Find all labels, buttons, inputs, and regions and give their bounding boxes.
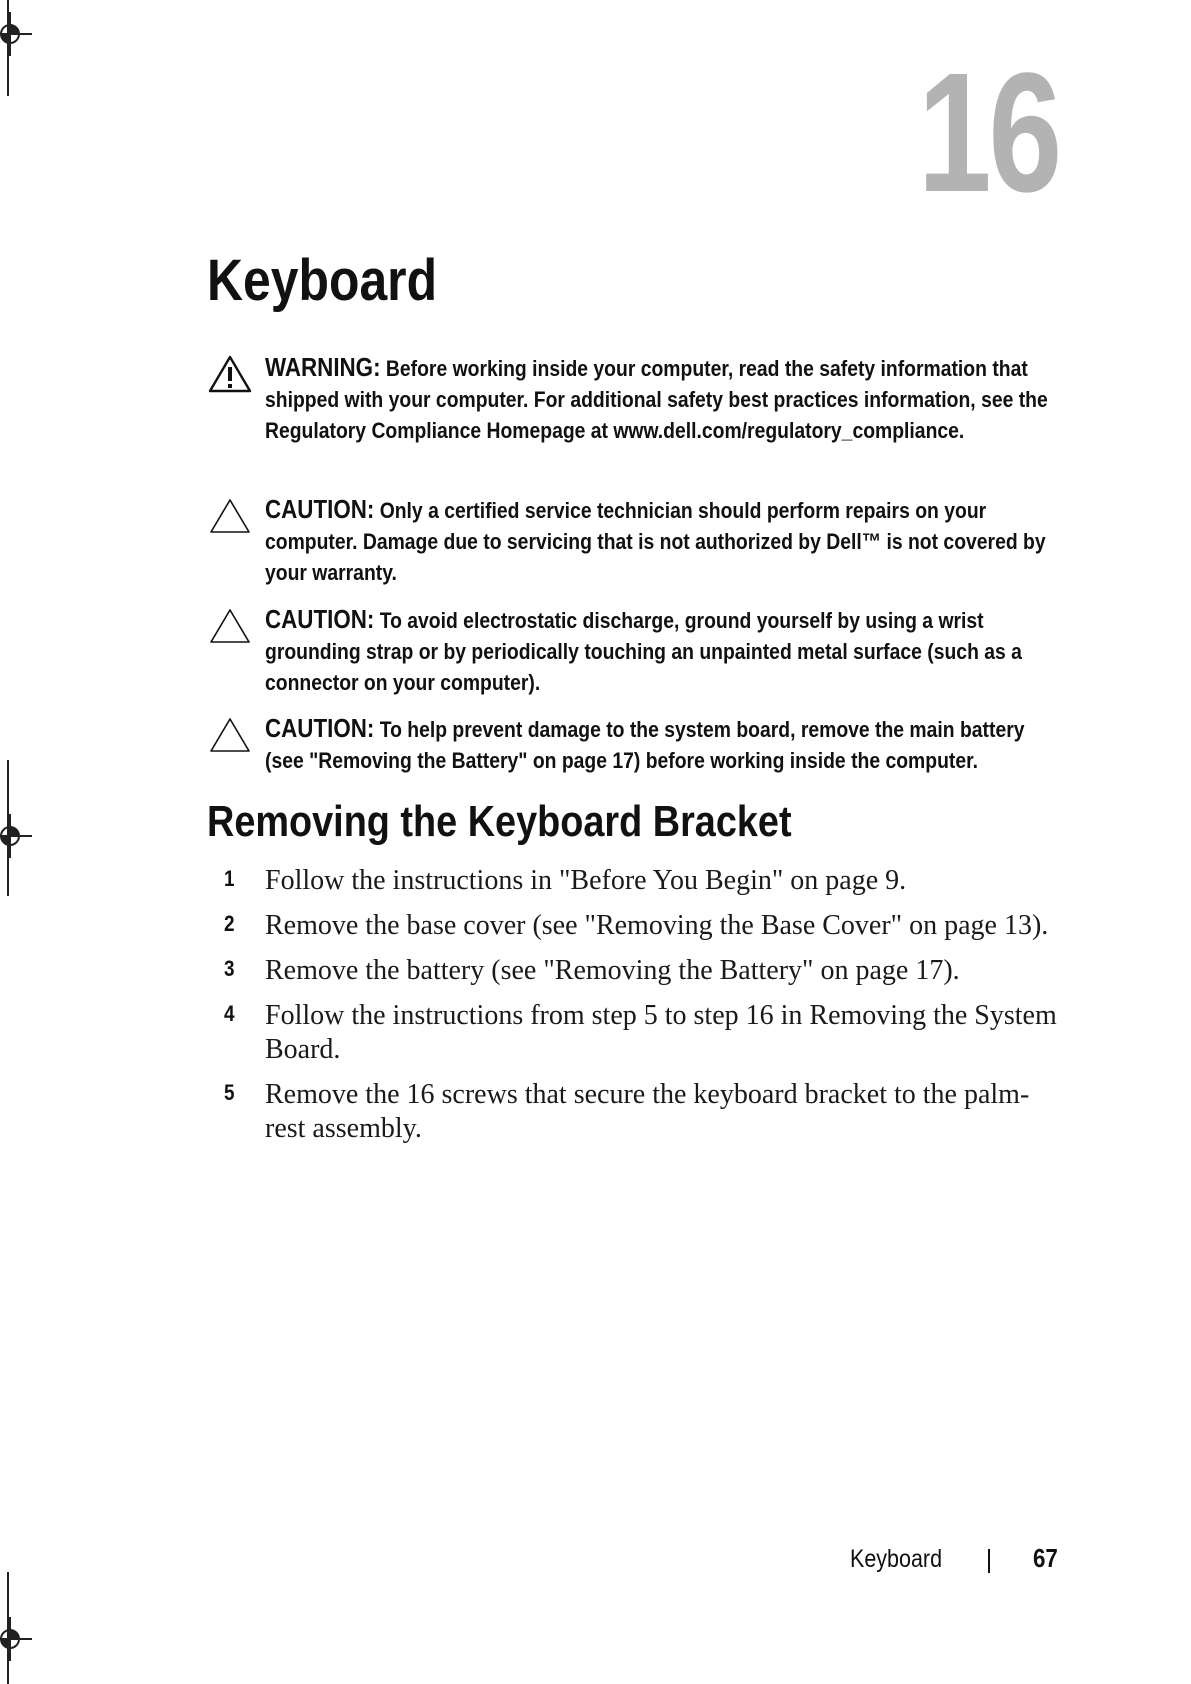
- caution-icon: [207, 715, 253, 755]
- notice-text: [265, 352, 1065, 446]
- page-title: Keyboard: [207, 248, 438, 313]
- footer-section-label: Keyboard: [850, 1545, 943, 1573]
- step-text: Remove the battery (see "Removing the Battery" on page 17).: [265, 955, 960, 986]
- step-item: [207, 999, 1067, 1067]
- notice-label: CAUTION:: [265, 713, 375, 743]
- step-text: Follow the instructions from step 5 to step 16 in Removing the System Board.: [265, 1000, 1057, 1065]
- warning-notice: [207, 352, 1067, 446]
- notice-text: [265, 494, 1065, 588]
- notice-body: To avoid electrostatic discharge, ground yourself by using a wrist grounding strap or by periodically touching an unpainted metal surface (such as a connector on your computer).: [265, 608, 1022, 695]
- registration-mark-icon: [0, 1617, 32, 1661]
- chapter-number: 16: [917, 38, 1059, 228]
- step-number: 3: [224, 956, 235, 981]
- step-text: Follow the instructions in "Before You Begin" on page 9.: [265, 865, 907, 896]
- notice-body: To help prevent damage to the system board, remove the main battery (see "Removing the Battery" on page 17) before working inside the computer.: [265, 717, 1025, 773]
- step-number: 1: [224, 866, 235, 891]
- step-number: 5: [224, 1080, 235, 1105]
- caution-notice: [207, 604, 1067, 698]
- caution-icon: [207, 606, 253, 646]
- step-item: [207, 909, 1067, 943]
- notice-body: Only a certified service technician should perform repairs on your computer. Damage due to servicing that is not authorized by Dell™ is not covered by your warranty.: [265, 498, 1046, 585]
- notice-text: [265, 713, 1065, 776]
- notice-label: CAUTION:: [265, 604, 375, 634]
- section-heading: Removing the Keyboard Bracket: [207, 797, 792, 846]
- page-number: 67: [1033, 1543, 1058, 1573]
- notice-body: Before working inside your computer, read the safety information that shipped with your computer. For additional safety best practices information, see the Regulatory Compliance Homepage at www.dell.com/regulatory_compliance.: [265, 356, 1048, 443]
- warning-icon: [207, 354, 253, 394]
- step-number: 4: [224, 1001, 235, 1026]
- caution-notice: [207, 494, 1067, 588]
- caution-notice: [207, 713, 1067, 776]
- notice-label: WARNING:: [265, 352, 381, 382]
- notice-text: [265, 604, 1065, 698]
- caution-icon: [207, 496, 253, 536]
- notice-label: CAUTION:: [265, 494, 375, 524]
- registration-mark-icon: [0, 12, 32, 56]
- step-item: [207, 954, 1067, 988]
- step-number: 2: [224, 911, 235, 936]
- step-item: [207, 1078, 1067, 1146]
- step-text: Remove the 16 screws that secure the keyboard bracket to the palm-rest assembly.: [265, 1079, 1030, 1144]
- steps-list: [207, 864, 1067, 1157]
- footer-divider: [988, 1549, 990, 1573]
- registration-mark-icon: [0, 814, 32, 858]
- step-text: Remove the base cover (see "Removing the Base Cover" on page 13).: [265, 910, 1049, 941]
- step-item: [207, 864, 1067, 898]
